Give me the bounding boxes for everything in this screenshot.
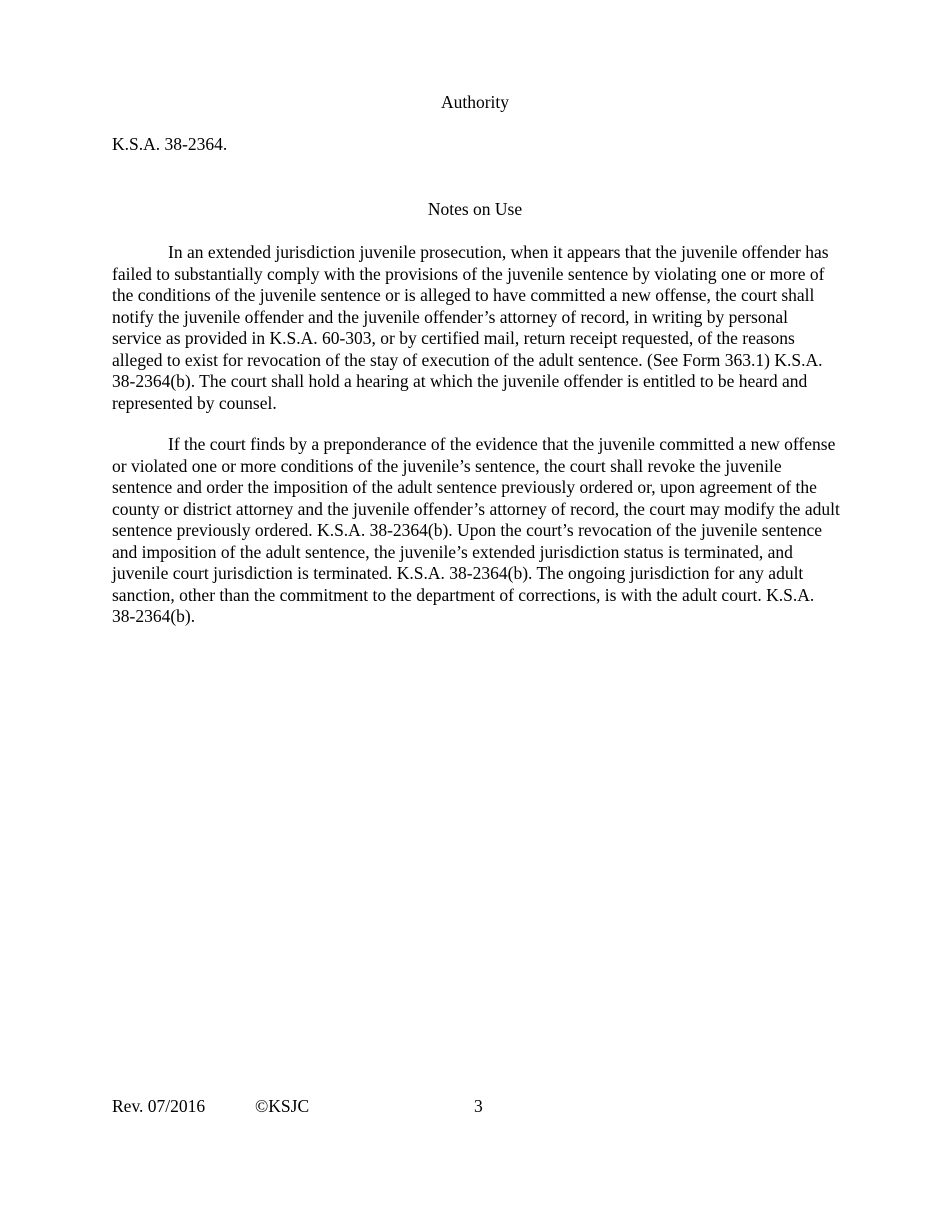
footer-revision: Rev. 07/2016	[112, 1096, 206, 1116]
notes-paragraph-2: If the court finds by a preponderance of the evidence that the juvenile committed a new offense or violated one or more conditions of the juvenile’s sentence, the court shall revoke the juvenile sentence and order the imposition of the adult sentence previously ordered or, upon agreement of the county or district attorney and the juvenile offender’s attorney of record, the court may modify the adult sentence previously ordered. K.S.A. 38-2364(b). Upon the court’s revocation of the juvenile sentence and imposition of the adult sentence, the juvenile’s extended jurisdiction status is terminated, and juvenile court jurisdiction is terminated. K.S.A. 38-2364(b). The ongoing jurisdiction for any adult sanction, other than the commitment to the department of corrections, is with the adult court. K.S.A. 38-2364(b).	[112, 434, 840, 626]
footer-copyright: ©KSJC	[255, 1096, 310, 1116]
page-footer	[112, 1096, 850, 1118]
authority-heading: Authority	[440, 92, 510, 112]
notes-on-use-heading: Notes on Use	[427, 199, 523, 219]
authority-citation: K.S.A. 38-2364.	[112, 134, 228, 154]
footer-page-number: 3	[474, 1096, 483, 1116]
notes-paragraph-1: In an extended jurisdiction juvenile prosecution, when it appears that the juvenile offender has failed to substantially comply with the provisions of the juvenile sentence by violating one or more of the conditions of the juvenile sentence or is alleged to have committed a new offense, the court shall notify the juvenile offender and the juvenile offender’s attorney of record, in writing by personal service as provided in K.S.A. 60-303, or by certified mail, return receipt requested, of the reasons alleged to exist for revocation of the stay of execution of the adult sentence. (See Form 363.1) K.S.A. 38-2364(b). The court shall hold a hearing at which the juvenile offender is entitled to be heard and represented by counsel.	[112, 242, 829, 413]
